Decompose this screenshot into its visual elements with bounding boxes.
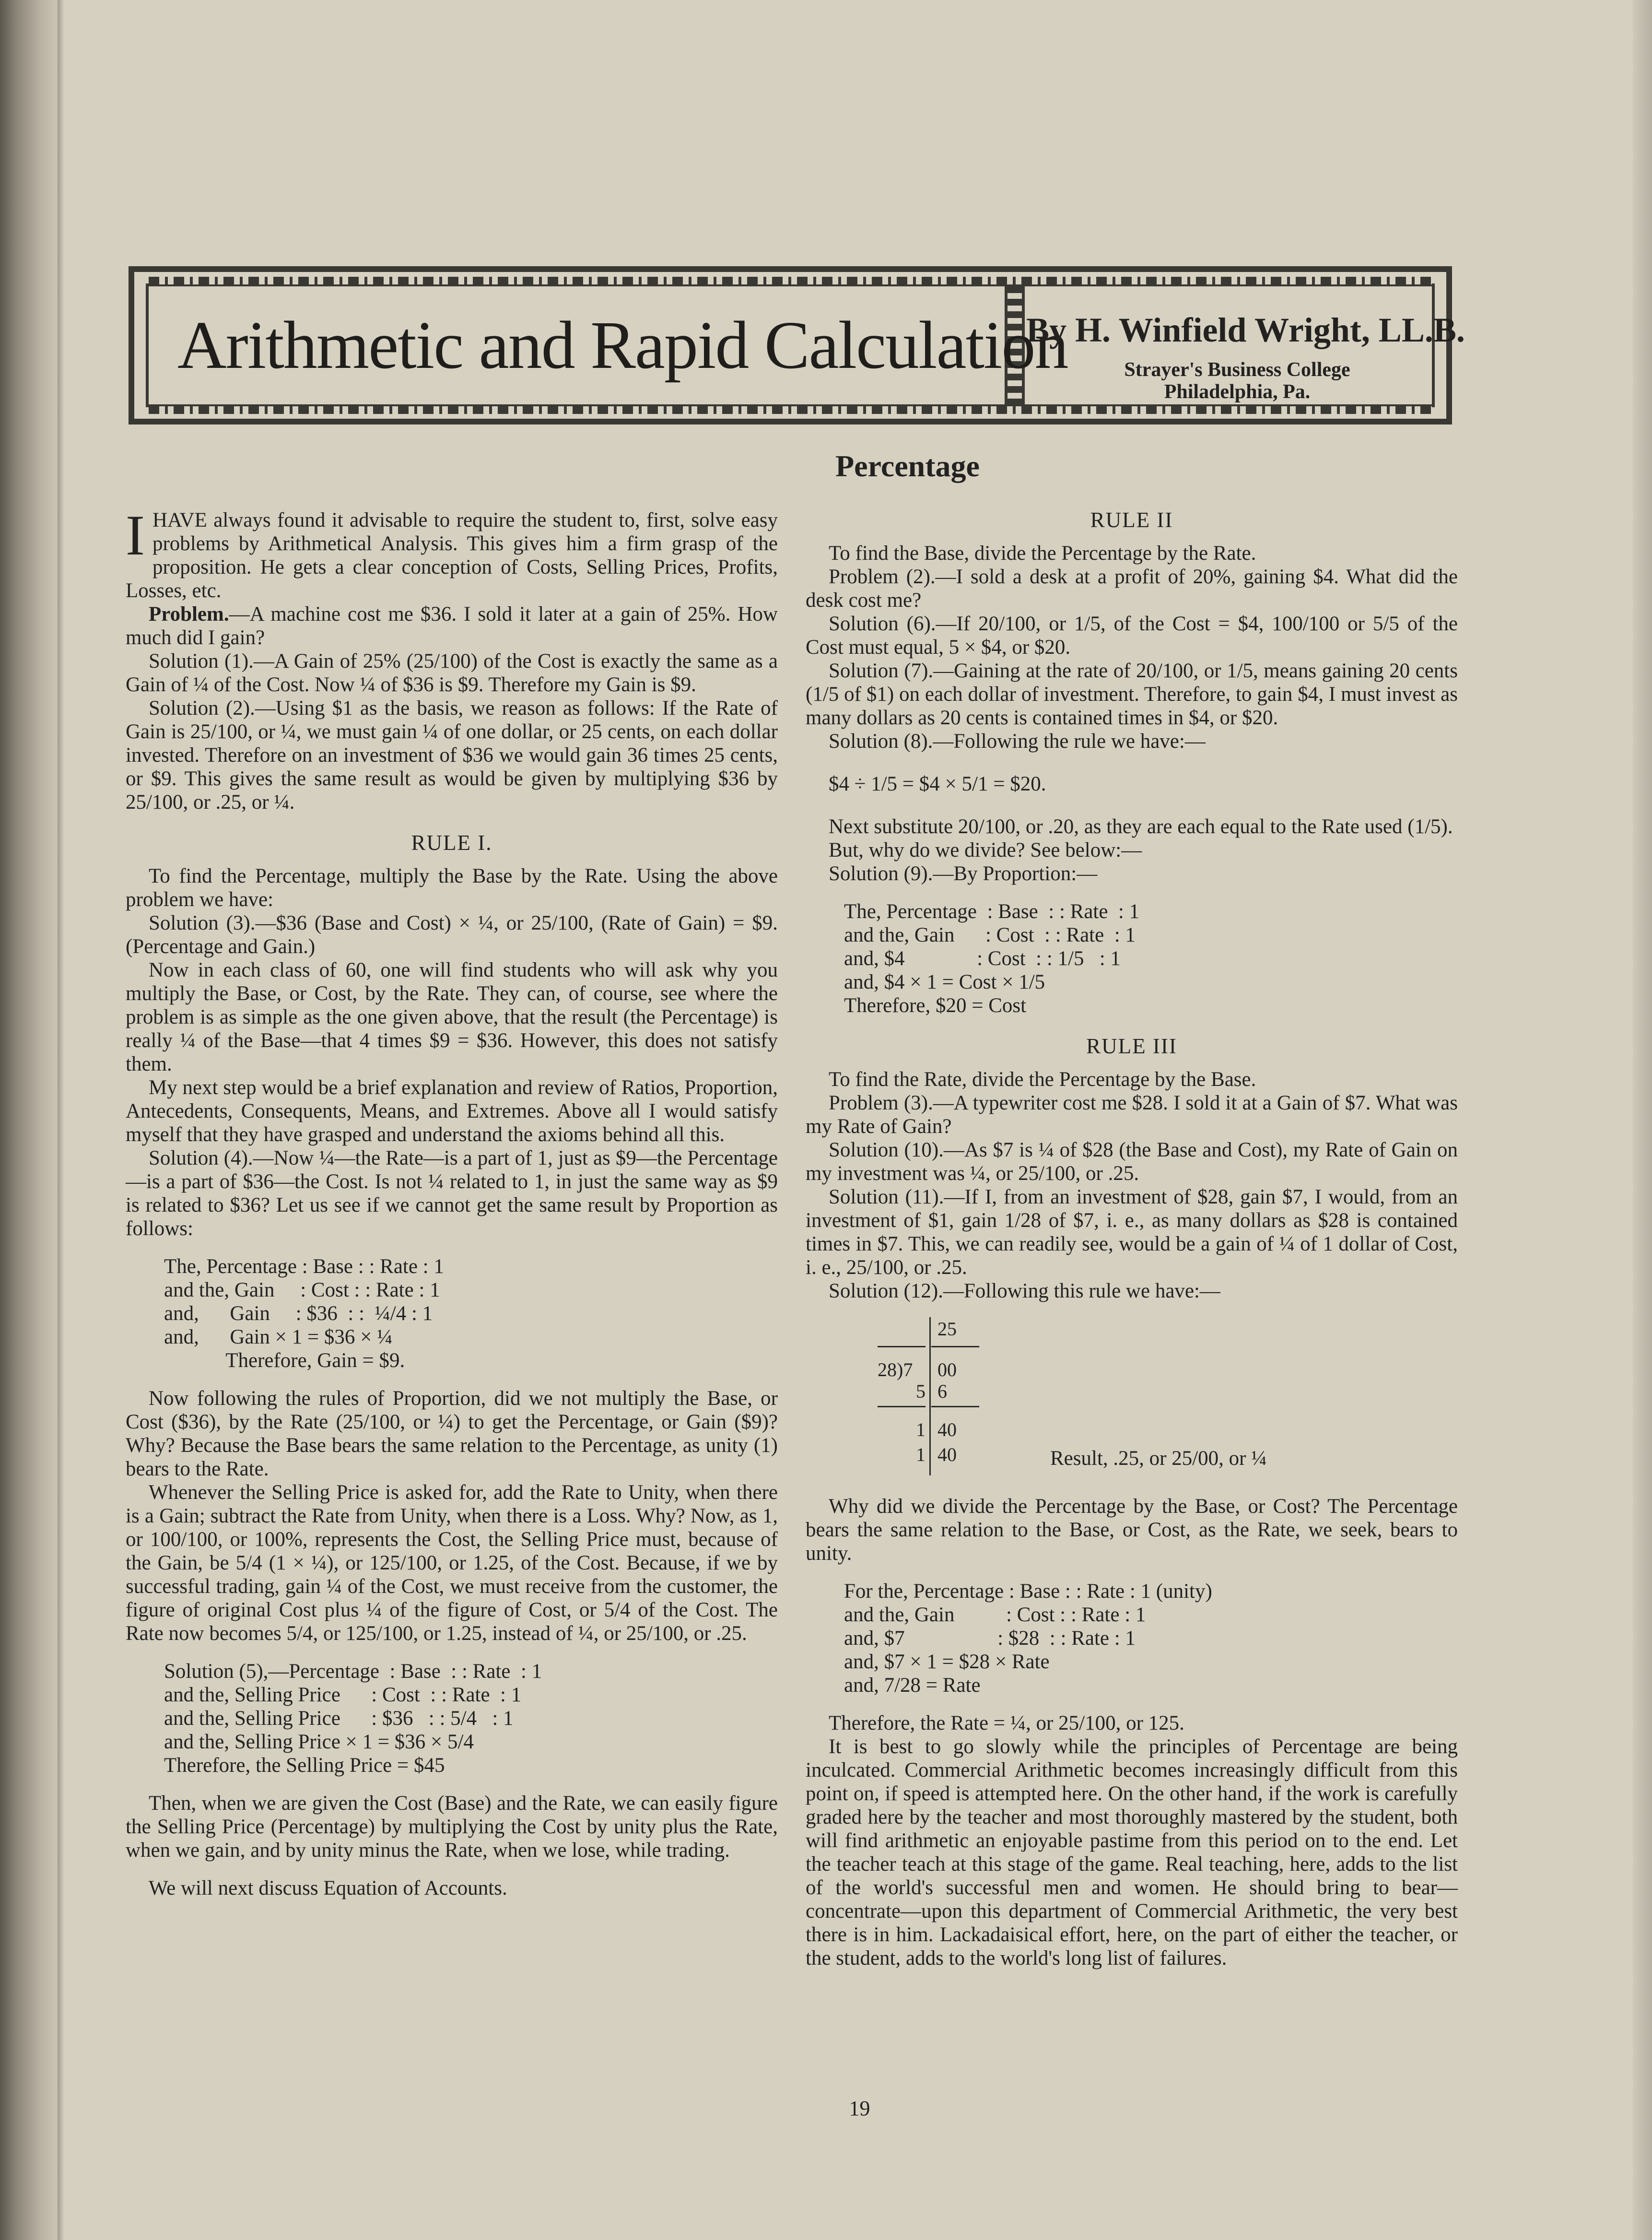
header-frame <box>146 283 1465 407</box>
proportion-row: Therefore, the Selling Price = $45 <box>164 1754 445 1777</box>
why-divide-line: But, why do we divide? See below:— <box>829 839 1142 861</box>
division-step: 1 <box>916 1419 926 1440</box>
author-affiliation: Strayer's Business College <box>1124 359 1350 381</box>
rule-1-text: To find the Percentage, multiply the Base by the Rate. Using the above problem we have: <box>126 865 778 911</box>
left-column <box>126 503 778 1900</box>
proportion-row: Solution (5),—Percentage : Base : : Rate : 1 <box>164 1660 542 1683</box>
division-vertical-rule <box>929 1317 931 1475</box>
division-step: 1 <box>916 1444 926 1465</box>
rate-conclusion: Therefore, the Rate = ¼, or 25/100, or 125. <box>829 1712 1184 1734</box>
problem-3: Problem (3).—A typewriter cost me $28. I sold it at a Gain of $7. What was my Rate of Gain? <box>806 1092 1458 1138</box>
division-step: 5 <box>916 1380 926 1402</box>
intro-text: HAVE always found it advisable to require the student to, first, solve easy problems by Arithmetical Analysis. This gives him a firm grasp of the proposition. He gets a clear conception of Costs, Selling Prices, Profits, Losses, etc. <box>126 509 778 602</box>
solution-8: Solution (8).—Following the rule we have:— <box>829 730 1206 753</box>
problem-1-text: —A machine cost me $36. I sold it later at a gain of 25%. How much did I gain? <box>126 603 778 649</box>
division-rule <box>931 1346 979 1347</box>
article-header <box>129 266 1465 424</box>
author-location: Philadelphia, Pa. <box>1164 381 1311 403</box>
solution-1: Solution (1).—A Gain of 25% (25/100) of the Cost is exactly the same as a Gain of ¼ of the Cost. Now ¼ of $36 is $9. Therefore my Gain is $9. <box>126 650 778 696</box>
proportion-row: The, Percentage : Base : : Rate : 1 <box>164 1255 444 1278</box>
proportion-row: For the, Percentage : Base : : Rate : 1 (unity) <box>844 1580 1212 1603</box>
problem-lead: Problem. <box>149 603 229 625</box>
proportion-row: and, $7 × 1 = $28 × Rate <box>844 1651 1050 1673</box>
rule-2-text: To find the Base, divide the Percentage by the Rate. <box>829 542 1256 565</box>
division-dividend: 00 <box>937 1359 957 1380</box>
proportion-row: and the, Gain : Cost : : Rate : 1 <box>844 1603 1146 1626</box>
long-division <box>878 1317 1458 1480</box>
solution-3: Solution (3).—$36 (Base and Cost) × ¼, or 25/100, (Rate of Gain) = $9. (Percentage and Gain.) <box>126 912 778 958</box>
page-number: 19 <box>849 2097 870 2120</box>
proportion-row: Therefore, Gain = $9. <box>164 1349 405 1372</box>
proportion-row: and the, Gain : Cost : : Rate : 1 <box>844 924 1136 946</box>
division-rule <box>931 1406 979 1407</box>
proportion-row: and, Gain × 1 = $36 × ¼ <box>164 1326 393 1348</box>
division-step: 40 <box>937 1419 957 1440</box>
proportion-row: and, $4 × 1 = Cost × 1/5 <box>844 971 1045 993</box>
problem-2: Problem (2).—I sold a desk at a profit of 20%, gaining $4. What did the desk cost me? <box>806 566 1458 612</box>
division-rule <box>878 1346 926 1347</box>
solution-11: Solution (11).—If I, from an investment of $28, gain $7, I would, from an investment of $1, gain 1/28 of $7, i. e., as many dollars as $28 is contained times in $7. This, we can readily see, would be a gain of ¼ of 1 dollar of Cost, i. e., 25/100, or .25. <box>806 1186 1458 1279</box>
author-byline: By H. Winfield Wright, LL.B. <box>1026 311 1465 349</box>
solution-7: Solution (7).—Gaining at the rate of 20/100, or 1/5, means gaining 20 cents (1/5 of $1) on each dollar of investment. Therefore, to gain $4, I must invest as many dollars as 20 cents is contained times in $4, or $20. <box>806 660 1458 729</box>
proportion-row: and, 7/28 = Rate <box>844 1674 981 1697</box>
proportion-row: and, $7 : $28 : : Rate : 1 <box>844 1627 1136 1650</box>
rule-2-heading: RULE II <box>1090 508 1173 532</box>
drop-cap: I <box>126 503 145 567</box>
proportion-row: and the, Selling Price : Cost : : Rate : 1 <box>164 1684 522 1706</box>
solution-10: Solution (10).—As $7 is ¼ of $28 (the Base and Cost), my Rate of Gain on my investment was ¼, or 25/100, or .25. <box>806 1139 1458 1185</box>
solution-4: Solution (4).—Now ¼—the Rate—is a part of 1, just as $9—the Percentage—is a part of $36—the Cost. Is not ¼ related to 1, in just the same way as $9 is related to $36? Let us see if we cannot get the same result by Proportion as follows: <box>126 1147 778 1240</box>
header-band-bottom <box>149 406 1432 414</box>
why-divide-paragraph: Why did we divide the Percentage by the Base, or Cost? The Percentage bears the same relation to the Base, or Cost, as the Rate, we seek, bears to unity. <box>806 1495 1458 1565</box>
solution-9: Solution (9).—By Proportion:— <box>829 862 1098 885</box>
section-title: Percentage <box>835 449 980 483</box>
proportion-row: and the, Gain : Cost : : Rate : 1 <box>164 1279 440 1301</box>
rule-3-heading: RULE III <box>1086 1034 1177 1058</box>
rules-paragraph: Now following the rules of Proportion, did we not multiply the Base, or Cost ($36), by the Rate (25/100, or ¼) to get the Percentage, or Gain ($9)? Why? Because the Base bears the same relation to the Percentage, as unity (1) bears to the Rate. <box>126 1387 778 1480</box>
proportion-rate <box>844 1580 1458 1697</box>
students-paragraph: Now in each class of 60, one will find students who will ask why you multiply the Base, or Cost, by the Rate. They can, of course, see where the problem is as simple as the one given above, that the result (the Percentage) is really ¼ of the Base—that 4 times $9 = $36. However, this does not satisfy them. <box>126 959 778 1075</box>
substitute-paragraph: Next substitute 20/100, or .20, as they are each equal to the Rate used (1/5). <box>829 815 1453 838</box>
header-band-top <box>149 277 1432 284</box>
division-step: 6 <box>937 1380 947 1402</box>
rule-1-heading: RULE I. <box>411 831 492 855</box>
teaching-paragraph: It is best to go slowly while the principles of Percentage are being inculcated. Commercial Arithmetic becomes increasingly difficult from this point on, if speed is attempted here. On the other hand, if the work is carefully graded here by the teacher and most thoroughly mastered by the student, both will find arithmetic an enjoyable pastime from this period on to the end. Let the teacher teach at this stage of the game. Real teaching, here, adds to the list of the world's successful men and women. He should bring to bear—concentrate—upon this department of Commercial Arithmetic, the very best there is in him. Lackadaisical effort, here, on the part of either the teacher, or the student, adds to the world's long list of failures. <box>806 1735 1458 1969</box>
proportion-row: and the, Selling Price : $36 : : 5/4 : 1 <box>164 1707 514 1730</box>
division-quotient: 25 <box>937 1318 957 1340</box>
proportion-row: and, $4 : Cost : : 1/5 : 1 <box>844 947 1121 970</box>
selling-price-paragraph: Whenever the Selling Price is asked for, add the Rate to Unity, when there is a Gain; subtract the Rate from Unity, when there is a Loss. Why? Now, as 1, or 100/100, or 100%, represents the Cost, the Selling Price must, because of the Gain, be 5/4 (1 × ¼), or 125/100, or 1.25, of the Cost. Because, if we by successful trading, gain ¼ of the Cost, we must receive from the customer, the figure of original Cost plus ¼ of the figure of Cost, or 5/4 of the Cost. The Rate now becomes 5/4, or 125/100, or 1.25, instead of ¼, or 25/100, or .25. <box>126 1481 778 1645</box>
division-step: 40 <box>937 1444 957 1465</box>
solution-12: Solution (12).—Following this rule we have:— <box>829 1280 1220 1302</box>
summary-paragraph: Then, when we are given the Cost (Base) and the Rate, we can easily figure the Selling Price (Percentage) by multiplying the Cost by unity plus the Rate, when we gain, and by unity minus the Rate, when we lose, while trading. <box>126 1792 778 1862</box>
proportion-row: and, Gain : $36 : : ¼/4 : 1 <box>164 1302 433 1325</box>
next-step-paragraph: My next step would be a brief explanation and review of Ratios, Proportion, Antecedents, Consequents, Means, and Extremes. Above all I would satisfy myself that they have grasped and understand the axioms behind all this. <box>126 1076 778 1146</box>
proportion-base <box>844 900 1458 1017</box>
proportion-row: and the, Selling Price × 1 = $36 × 5/4 <box>164 1731 474 1753</box>
division-divisor: 28)7 <box>878 1359 913 1380</box>
division-formula: $4 ÷ 1/5 = $4 × 5/1 = $20. <box>829 773 1046 795</box>
solution-6: Solution (6).—If 20/100, or 1/5, of the Cost = $4, 100/100 or 5/5 of the Cost must equal, 5 × $4, or $20. <box>806 613 1458 659</box>
intro-paragraph <box>126 503 778 602</box>
closing-line: We will next discuss Equation of Accounts. <box>149 1877 507 1899</box>
article-title: Arithmetic and Rapid Calculation <box>177 307 1068 383</box>
solution-2: Solution (2).—Using $1 as the basis, we reason as follows: If the Rate of Gain is 25/100, or ¼, we must gain ¼ of one dollar, or 25 cents, on each dollar invested. Therefore on an investment of $36 we would gain 36 times 25 cents, or $9. This gives the same result as would be given by multiplying $36 by 25/100, or .25, or ¼. <box>126 697 778 813</box>
page-right-edge <box>1633 0 1652 2240</box>
division-rule <box>878 1406 926 1407</box>
problem-1 <box>126 602 778 649</box>
proportion-gain <box>164 1255 778 1372</box>
proportion-row: The, Percentage : Base : : Rate : 1 <box>844 900 1140 923</box>
division-result: Result, .25, or 25/00, or ¼ <box>1050 1447 1267 1470</box>
proportion-selling-price <box>164 1660 778 1777</box>
rule-3-text: To find the Rate, divide the Percentage by the Base. <box>829 1068 1256 1091</box>
proportion-row: Therefore, $20 = Cost <box>844 994 1027 1017</box>
right-column <box>806 508 1458 1970</box>
page-binding-edge <box>0 0 58 2240</box>
